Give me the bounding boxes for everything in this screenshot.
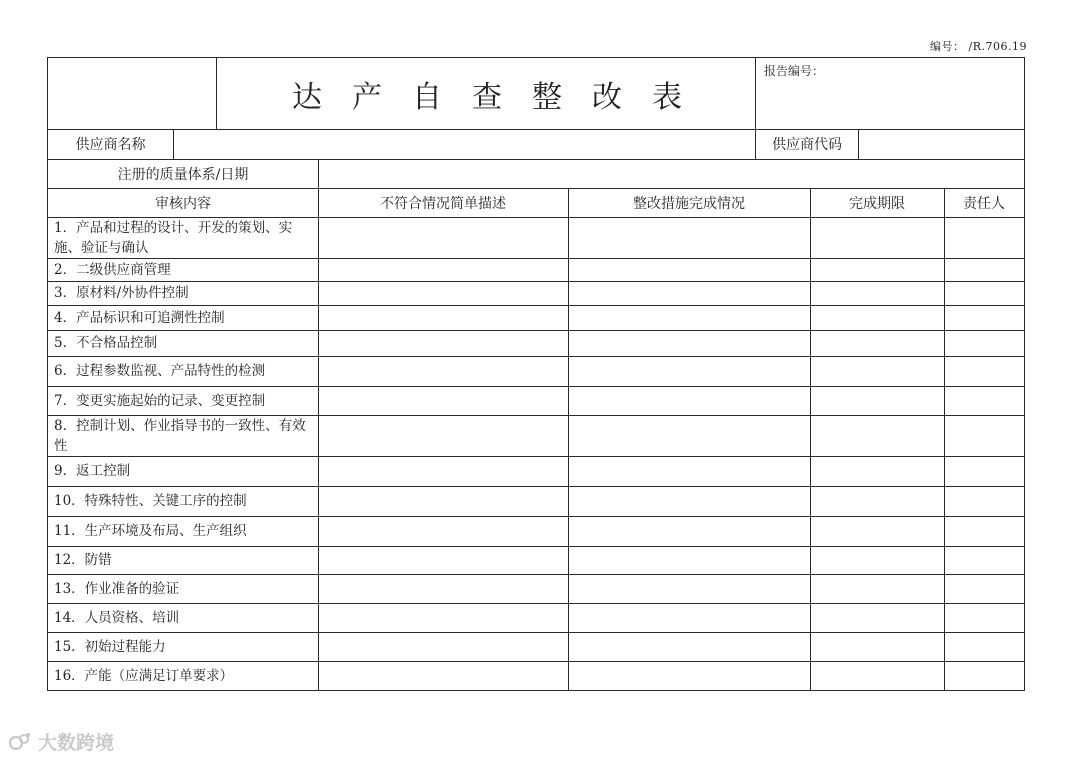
audit-item-16: 16．产能（应满足订单要求） — [54, 667, 234, 684]
audit-item-14: 14．人员资格、培训 — [54, 609, 180, 626]
audit-item-5: 5．不合格品控制 — [54, 335, 158, 351]
column-header-responsible: 责任人 — [963, 195, 1005, 212]
audit-item-3: 3．原材料/外协件控制 — [54, 285, 189, 301]
quality-system-field[interactable] — [319, 159, 1024, 188]
watermark-text: 大数跨境 — [38, 732, 115, 754]
audit-item-15: 15．初始过程能力 — [54, 638, 166, 655]
audit-item-10: 10．特殊特性、关键工序的控制 — [54, 493, 247, 509]
form-title: 达产自查整改表 — [292, 79, 712, 115]
column-header-deadline: 完成期限 — [849, 195, 905, 212]
supplier-code-field[interactable] — [859, 129, 1024, 159]
column-header-audit-content: 审核内容 — [155, 195, 211, 212]
audit-item-11: 11．生产环境及布局、生产组织 — [54, 523, 247, 539]
report-number-label: 报告编号： — [764, 64, 825, 78]
audit-item-2: 2．二级供应商管理 — [54, 261, 171, 278]
document-number: 编号： /R.706.19 — [930, 40, 1027, 53]
audit-item-8: 8．控制计划、作业指导书的一致性、有效性 — [54, 417, 306, 454]
watermark — [8, 728, 114, 755]
audit-item-4: 4．产品标识和可追溯性控制 — [54, 309, 225, 326]
column-header-rectification: 整改措施完成情况 — [633, 195, 745, 212]
quality-system-label: 注册的质量体系/日期 — [117, 166, 249, 183]
supplier-name-field[interactable] — [174, 129, 754, 159]
audit-item-7: 7．变更实施起始的记录、变更控制 — [54, 392, 266, 409]
rectification-form-table — [47, 57, 1025, 691]
watermark-logo-icon — [8, 730, 32, 754]
column-header-nonconformity: 不符合情况简单描述 — [380, 195, 506, 212]
supplier-name-label: 供应商名称 — [75, 137, 146, 153]
audit-item-13: 13．作业准备的验证 — [54, 580, 180, 597]
audit-item-12: 12．防错 — [54, 552, 112, 568]
supplier-code-label: 供应商代码 — [772, 137, 842, 153]
audit-item-1: 1．产品和过程的设计、开发的策划、实施、验证与确认 — [54, 220, 293, 256]
audit-item-6: 6．过程参数监视、产品特性的检测 — [54, 363, 266, 379]
audit-item-9: 9．返工控制 — [54, 463, 131, 479]
